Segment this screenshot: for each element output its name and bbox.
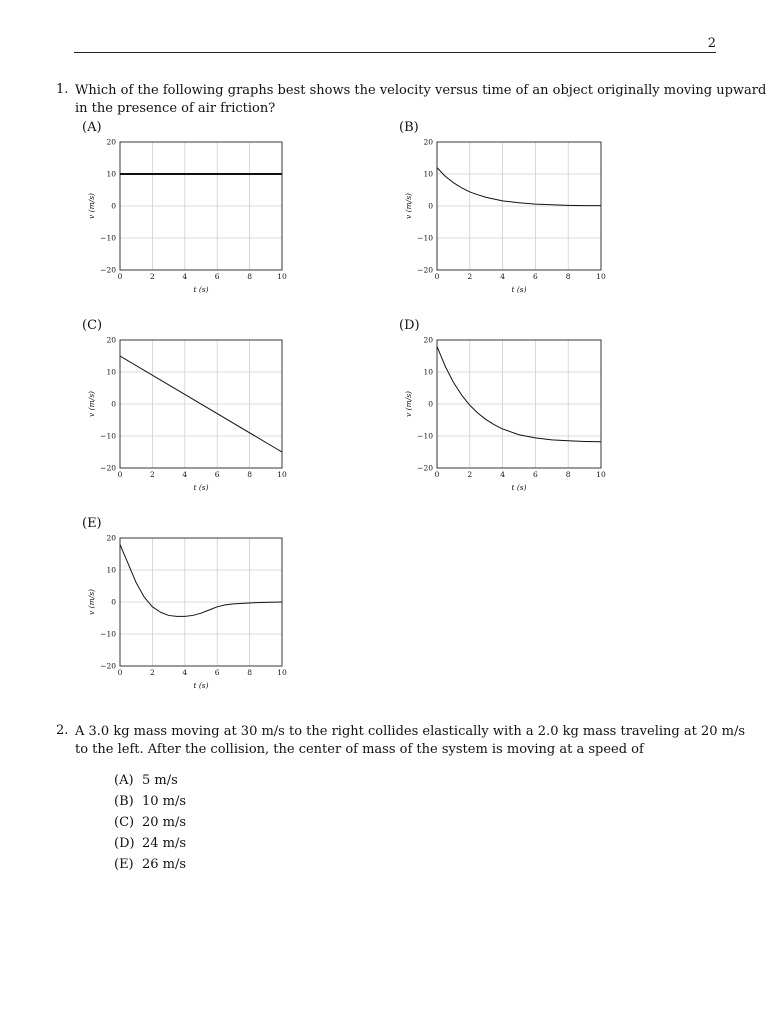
x-tick-label: 10 [596, 272, 606, 281]
y-axis-label: v (m/s) [87, 391, 96, 417]
x-tick-label: 8 [565, 272, 571, 281]
question-2-line-2: to the left. After the collision, the center of mass of the system is moving at a speed of [75, 742, 644, 757]
x-axis-label: t (s) [511, 285, 527, 294]
y-tick-label: 10 [106, 565, 116, 575]
x-axis-label: t (s) [193, 285, 209, 294]
y-tick-label: 10 [106, 169, 116, 179]
x-tick-label: 2 [467, 272, 473, 281]
y-tick-label: −20 [100, 661, 116, 671]
y-axis-label: v (m/s) [87, 193, 96, 219]
x-tick-label: 6 [214, 470, 220, 479]
y-axis-label: v (m/s) [87, 589, 96, 615]
y-tick-label: 20 [423, 335, 433, 345]
question-2-line-1: A 3.0 kg mass moving at 30 m/s to the right collides elastically with a 2.0 kg mass traveling at 20 m/s [75, 724, 746, 739]
panel-label-b: (B) [399, 120, 419, 135]
x-tick-label: 2 [467, 470, 473, 479]
graph-c [74, 330, 294, 498]
choice-text: 20 m/s [142, 815, 187, 830]
y-tick-label: 0 [111, 399, 116, 409]
x-tick-label: 4 [182, 272, 188, 281]
panel-label-a: (A) [82, 120, 102, 135]
answer-choice-a[interactable] [114, 770, 186, 791]
x-tick-label: 6 [533, 272, 538, 281]
x-tick-label: 0 [434, 470, 440, 479]
choice-letter: (E) [114, 857, 134, 872]
answer-choice-d[interactable] [114, 833, 186, 854]
x-tick-label: 4 [500, 272, 505, 281]
y-tick-label: −20 [417, 265, 433, 275]
y-tick-label: −10 [100, 233, 116, 243]
y-axis-label: v (m/s) [404, 193, 413, 219]
question-2-text [75, 723, 745, 759]
panel-label-e: (E) [82, 516, 102, 531]
panel-label-c: (C) [82, 318, 103, 333]
y-tick-label: −10 [100, 629, 116, 639]
x-tick-label: 8 [565, 470, 571, 479]
x-axis-label: t (s) [511, 483, 527, 492]
choice-letter: (C) [114, 815, 135, 830]
answer-choice-c[interactable] [114, 812, 186, 833]
x-tick-label: 10 [277, 668, 287, 677]
y-tick-label: −20 [100, 265, 116, 275]
y-tick-label: 0 [428, 399, 433, 409]
x-tick-label: 10 [277, 272, 287, 281]
choice-letter: (D) [114, 836, 135, 851]
x-tick-label: 2 [150, 470, 155, 479]
graph-d [391, 330, 613, 498]
y-axis-label: v (m/s) [404, 391, 413, 417]
y-tick-label: −10 [417, 233, 433, 243]
y-tick-label: −10 [100, 431, 116, 441]
x-tick-label: 8 [247, 272, 252, 281]
choice-letter: (B) [114, 794, 134, 809]
y-tick-label: 20 [106, 335, 116, 345]
choice-text: 10 m/s [142, 794, 187, 809]
choice-text: 5 m/s [142, 773, 178, 788]
x-tick-label: 0 [117, 668, 123, 677]
y-tick-label: 10 [423, 169, 433, 179]
choice-text: 24 m/s [142, 836, 187, 851]
y-tick-label: 20 [106, 137, 116, 147]
y-tick-label: −10 [417, 431, 433, 441]
question-1-line-1: Which of the following graphs best shows the velocity versus time of an object originally moving upward [75, 83, 767, 98]
panel-label-d: (D) [399, 318, 420, 333]
x-tick-label: 8 [247, 470, 252, 479]
x-tick-label: 10 [596, 470, 606, 479]
x-tick-label: 4 [182, 470, 188, 479]
x-tick-label: 6 [533, 470, 538, 479]
question-1-line-2: in the presence of air friction? [75, 101, 276, 116]
graph-e [74, 528, 294, 696]
choice-text: 26 m/s [142, 857, 187, 872]
y-tick-label: −20 [100, 463, 116, 473]
answer-choice-b[interactable] [114, 791, 186, 812]
y-tick-label: 10 [106, 367, 116, 377]
question-2-number: 2. [56, 723, 69, 738]
x-tick-label: 6 [214, 272, 220, 281]
answer-choices [114, 770, 186, 875]
x-tick-label: 2 [150, 272, 155, 281]
velocity-curve [120, 544, 282, 616]
y-tick-label: −20 [417, 463, 433, 473]
y-tick-label: 0 [428, 201, 433, 211]
velocity-curve [437, 346, 601, 441]
y-tick-label: 20 [423, 137, 433, 147]
graph-b [391, 132, 613, 300]
y-tick-label: 0 [111, 597, 116, 607]
answer-choice-e[interactable] [114, 854, 186, 875]
x-axis-label: t (s) [193, 483, 209, 492]
header-rule [74, 52, 716, 53]
page-number: 2 [707, 36, 716, 51]
x-tick-label: 8 [247, 668, 252, 677]
x-tick-label: 6 [214, 668, 220, 677]
y-tick-label: 20 [106, 533, 116, 543]
question-1-number: 1. [56, 82, 69, 97]
x-axis-label: t (s) [193, 681, 209, 690]
y-tick-label: 0 [111, 201, 116, 211]
y-tick-label: 10 [423, 367, 433, 377]
graph-a [74, 132, 294, 300]
question-1-text [75, 82, 766, 118]
x-tick-label: 0 [117, 272, 123, 281]
choice-letter: (A) [114, 773, 134, 788]
x-tick-label: 10 [277, 470, 287, 479]
x-tick-label: 2 [150, 668, 155, 677]
x-tick-label: 4 [182, 668, 188, 677]
velocity-curve [437, 168, 601, 206]
x-tick-label: 0 [117, 470, 123, 479]
x-tick-label: 4 [500, 470, 505, 479]
x-tick-label: 0 [434, 272, 440, 281]
